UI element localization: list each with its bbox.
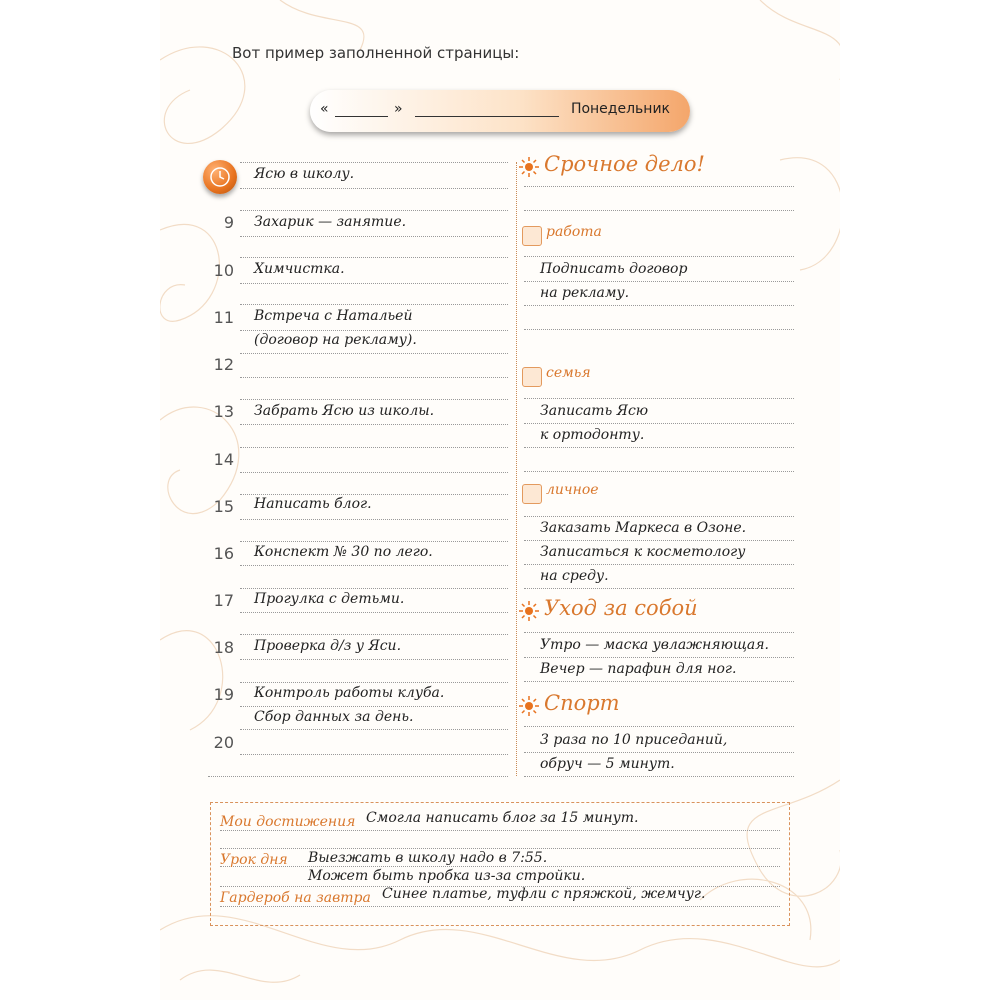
row-line [240, 659, 508, 660]
hour-17: 17 [213, 591, 234, 610]
date-blank [335, 102, 388, 117]
hour-9: 9 [223, 213, 234, 232]
row-line [220, 906, 780, 907]
achievements-value: Смогла написать блог за 15 минут. [366, 810, 639, 826]
row-line [240, 612, 508, 613]
wardrobe-value: Синее платье, туфли с пряжкой, жемчуг. [382, 886, 706, 902]
row-line [240, 283, 508, 284]
row-line [524, 447, 794, 448]
hour-12: 12 [213, 355, 234, 374]
work-line: Подписать договор [540, 261, 688, 277]
hour-14: 14 [213, 450, 234, 469]
hour-10: 10 [213, 261, 234, 280]
heart-icon [522, 484, 542, 504]
lesson-value-1: Выезжать в школу надо в 7:55. [308, 850, 548, 866]
hour-11: 11 [213, 308, 234, 327]
lesson-value-2: Может быть пробка из-за стройки. [308, 868, 586, 884]
hour-13: 13 [213, 402, 234, 421]
schedule-entry: Встреча с Натальей [254, 308, 413, 324]
row-line [524, 471, 794, 472]
intro-text: Вот пример заполненной страницы: [232, 44, 520, 62]
schedule-entry: Ясю в школу. [254, 166, 355, 182]
personal-line: Заказать Маркеса в Озоне. [540, 520, 747, 536]
family-line: к ортодонту. [540, 427, 645, 443]
selfcare-line: Вечер — парафин для ног. [540, 661, 737, 677]
selfcare-line: Утро — маска увлажняющая. [540, 637, 769, 653]
row-line [524, 776, 794, 777]
family-line: Записать Ясю [540, 403, 649, 419]
hour-19: 19 [213, 685, 234, 704]
schedule-entry: Сбор данных за день. [254, 709, 414, 725]
urgent-title: Срочное дело! [544, 152, 705, 176]
day-header [320, 101, 670, 117]
row-line [220, 866, 780, 867]
hour-18: 18 [213, 638, 234, 657]
schedule-entry: (договор на рекламу). [254, 332, 417, 348]
schedule-entry: Написать блог. [254, 496, 372, 512]
work-icon [522, 226, 542, 246]
row-line [240, 353, 508, 354]
sport-title: Спорт [544, 691, 620, 715]
personal-title: личное [546, 482, 599, 498]
close-quote: » [393, 101, 403, 117]
row-line [524, 588, 794, 589]
row-line [220, 848, 780, 849]
hour-20: 20 [213, 733, 234, 752]
schedule-entry: Химчистка. [254, 261, 345, 277]
row-line [240, 188, 508, 189]
personal-line: на среду. [540, 568, 609, 584]
sport-line: обруч — 5 минут. [540, 756, 675, 772]
schedule-entry: Захарик — занятие. [254, 214, 407, 230]
row-line [240, 565, 508, 566]
sun-icon [518, 695, 540, 717]
achievements-label: Мои достижения [220, 814, 356, 830]
row-line [524, 329, 794, 330]
row-line [524, 305, 794, 306]
work-title: работа [546, 224, 602, 240]
planner-page [160, 0, 840, 1000]
row-line [524, 681, 794, 682]
home-icon [522, 367, 542, 387]
lesson-label: Урок дня [220, 852, 288, 868]
schedule-entry: Проверка д/з у Яси. [254, 638, 402, 654]
work-line: на рекламу. [540, 285, 630, 301]
row-line [240, 424, 508, 425]
open-quote: « [320, 101, 329, 117]
row-line [240, 472, 508, 473]
row-line [208, 776, 508, 777]
row-line [220, 830, 780, 831]
column-divider [516, 162, 517, 776]
schedule-entry: Забрать Ясю из школы. [254, 403, 435, 419]
hour-16: 16 [213, 544, 234, 563]
schedule-entry: Прогулка с детьми. [254, 591, 405, 607]
schedule-entry: Конспект № 30 по лего. [254, 544, 433, 560]
row-line [240, 447, 508, 448]
row-line [240, 754, 508, 755]
month-blank [415, 102, 559, 117]
day-name: Понедельник [570, 101, 670, 117]
sun-icon [518, 600, 540, 622]
sun-icon [518, 156, 540, 178]
schedule-entry: Контроль работы клуба. [254, 685, 445, 701]
selfcare-title: Уход за собой [544, 596, 698, 620]
row-line [240, 729, 508, 730]
wardrobe-label: Гардероб на завтра [220, 890, 371, 906]
family-title: семья [546, 365, 591, 381]
personal-line: Записаться к косметологу [540, 544, 746, 560]
sport-line: 3 раза по 10 приседаний, [540, 732, 728, 748]
row-line [240, 236, 508, 237]
clock-icon [203, 160, 237, 194]
row-line [240, 377, 508, 378]
row-line [524, 186, 794, 187]
row-line [524, 210, 794, 211]
row-line [524, 726, 794, 727]
hour-15: 15 [213, 497, 234, 516]
row-line [240, 519, 508, 520]
